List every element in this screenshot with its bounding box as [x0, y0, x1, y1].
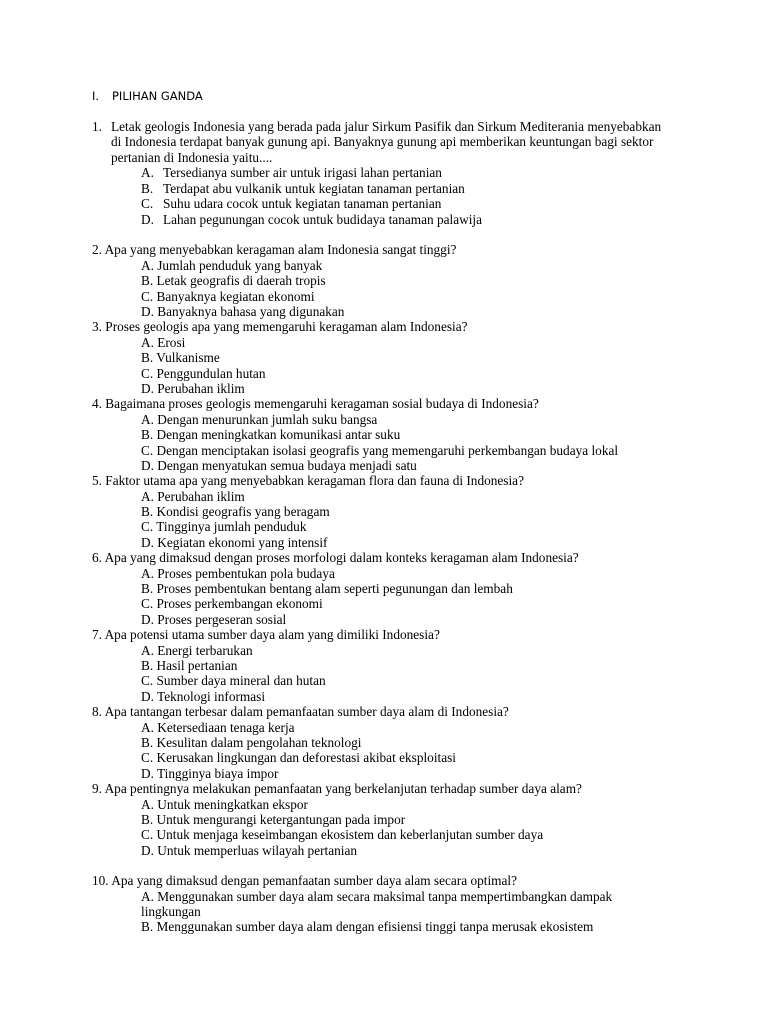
- option-c: [141, 196, 441, 211]
- option-b: B. Vulkanisme: [141, 350, 220, 365]
- question-7: 7. Apa potensi utama sumber daya alam yang dimiliki Indonesia?: [92, 627, 440, 642]
- option-c: C. Untuk menjaga keseimbangan ekosistem dan keberlanjutan sumber daya: [141, 827, 544, 842]
- option-letter: A.: [141, 165, 154, 180]
- option-a: [141, 165, 442, 180]
- question-4: 4. Bagaimana proses geologis memengaruhi keragaman sosial budaya di Indonesia?: [92, 396, 539, 411]
- question-text: Letak geologis Indonesia yang berada pada jalur Sirkum Pasifik dan Sirkum Mediterania menyebabkan di Indonesia terdapat banyak gunung api. Banyaknya gunung api memberikan keuntungan bagi sektor pertanian di Indonesia yaitu....: [111, 119, 662, 165]
- option-letter: B.: [141, 181, 154, 196]
- option-d: D. Kegiatan ekonomi yang intensif: [141, 535, 328, 550]
- option-letter: D.: [141, 212, 154, 227]
- option-d: D. Proses pergeseran sosial: [141, 612, 287, 627]
- question-5: 5. Faktor utama apa yang menyebabkan keragaman flora dan fauna di Indonesia?: [92, 473, 524, 488]
- option-d: D. Teknologi informasi: [141, 689, 266, 704]
- question-9: 9. Apa pentingnya melakukan pemanfaatan yang berkelanjutan terhadap sumber daya alam?: [92, 781, 582, 796]
- option-c: C. Penggundulan hutan: [141, 366, 266, 381]
- option-text: Tersedianya sumber air untuk irigasi lahan pertanian: [163, 165, 442, 180]
- option-a: A. Ketersediaan tenaga kerja: [141, 720, 295, 735]
- section-title: PILIHAN GANDA: [112, 89, 203, 103]
- option-a: A. Proses pembentukan pola budaya: [141, 566, 335, 581]
- option-b: B. Proses pembentukan bentang alam seperti pegunungan dan lembah: [141, 581, 513, 596]
- option-c: C. Banyaknya kegiatan ekonomi: [141, 289, 315, 304]
- option-c: C. Dengan menciptakan isolasi geografis yang memengaruhi perkembangan budaya lokal: [141, 443, 619, 458]
- option-d: D. Perubahan iklim: [141, 381, 245, 396]
- option-d: D. Dengan menyatukan semua budaya menjadi satu: [141, 458, 417, 473]
- option-b: B. Hasil pertanian: [141, 658, 238, 673]
- question-10: 10. Apa yang dimaksud dengan pemanfaatan sumber daya alam secara optimal?: [92, 873, 517, 888]
- option-d: D. Tingginya biaya impor: [141, 766, 279, 781]
- option-a: A. Perubahan iklim: [141, 489, 245, 504]
- question-6: 6. Apa yang dimaksud dengan proses morfologi dalam konteks keragaman alam Indonesia?: [92, 550, 579, 565]
- option-text: Suhu udara cocok untuk kegiatan tanaman pertanian: [163, 196, 442, 211]
- question-number: 1.: [92, 119, 102, 134]
- option-b: B. Letak geografis di daerah tropis: [141, 273, 326, 288]
- question-8: 8. Apa tantangan terbesar dalam pemanfaatan sumber daya alam di Indonesia?: [92, 704, 509, 719]
- option-letter: C.: [141, 196, 154, 211]
- option-b: B. Kesulitan dalam pengolahan teknologi: [141, 735, 362, 750]
- section-number: I.: [92, 89, 100, 103]
- option-a: A. Jumlah penduduk yang banyak: [141, 258, 323, 273]
- option-b: B. Menggunakan sumber daya alam dengan efisiensi tinggi tanpa merusak ekosistem: [141, 919, 594, 934]
- option-c: C. Tingginya jumlah penduduk: [141, 519, 307, 534]
- option-b: [141, 181, 465, 196]
- option-d: D. Untuk memperluas wilayah pertanian: [141, 843, 358, 858]
- option-c: C. Sumber daya mineral dan hutan: [141, 673, 326, 688]
- option-b: B. Kondisi geografis yang beragam: [141, 504, 330, 519]
- option-text: Terdapat abu vulkanik untuk kegiatan tanaman pertanian: [163, 181, 465, 196]
- option-a: A. Untuk meningkatkan ekspor: [141, 797, 308, 812]
- option-d: D. Banyaknya bahasa yang digunakan: [141, 304, 345, 319]
- option-c: C. Proses perkembangan ekonomi: [141, 596, 323, 611]
- option-d: [141, 212, 482, 227]
- option-c: C. Kerusakan lingkungan dan deforestasi akibat eksploitasi: [141, 750, 456, 765]
- option-a: A. Menggunakan sumber daya alam secara maksimal tanpa mempertimbangkan dampak lingkungan: [141, 889, 613, 920]
- option-a: A. Dengan menurunkan jumlah suku bangsa: [141, 412, 378, 427]
- question-2: 2. Apa yang menyebabkan keragaman alam Indonesia sangat tinggi?: [92, 242, 457, 257]
- section-heading: [92, 88, 203, 104]
- question-3: 3. Proses geologis apa yang memengaruhi keragaman alam Indonesia?: [92, 319, 468, 334]
- option-text: Lahan pegunungan cocok untuk budidaya tanaman palawija: [163, 212, 483, 227]
- option-b: B. Untuk mengurangi ketergantungan pada impor: [141, 812, 406, 827]
- option-b: B. Dengan meningkatkan komunikasi antar suku: [141, 427, 401, 442]
- option-a: A. Energi terbarukan: [141, 643, 253, 658]
- option-a: A. Erosi: [141, 335, 186, 350]
